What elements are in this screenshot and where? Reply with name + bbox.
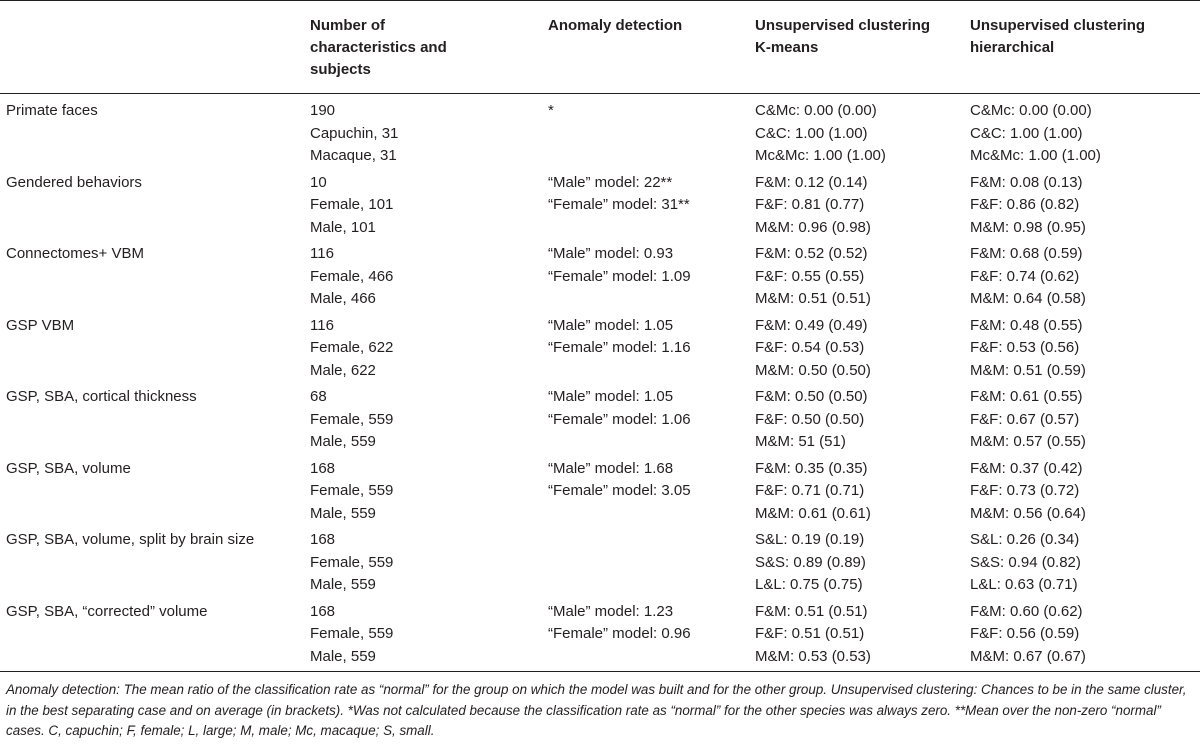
cell-dataset: GSP, SBA, volume, split by brain size bbox=[6, 531, 255, 548]
cell-line: M&M: 0.64 (0.58) bbox=[970, 290, 1086, 307]
cell-dataset: GSP, SBA, “corrected” volume bbox=[6, 602, 208, 620]
cell-line: 116 bbox=[310, 245, 334, 262]
cell-kmeans bbox=[755, 315, 975, 383]
cell-line: S&L: 0.19 (0.19) bbox=[755, 531, 865, 548]
cell-line: “Female” model: 1.06 bbox=[548, 410, 691, 428]
table-row bbox=[0, 100, 1200, 172]
cell-line: Male, 559 bbox=[310, 647, 376, 665]
cell-hierarchical bbox=[970, 458, 1195, 526]
cell-dataset: GSP, SBA, volume bbox=[6, 459, 131, 477]
cell-line: L&L: 0.63 (0.71) bbox=[970, 576, 1078, 593]
cell-line: Female, 559 bbox=[310, 482, 394, 499]
cell-line: C&C: 1.00 (1.00) bbox=[970, 124, 1083, 142]
cell-line: F&F: 0.50 (0.50) bbox=[755, 410, 865, 428]
cell-line: “Male” model: 1.05 bbox=[548, 388, 674, 405]
header-line: Number of bbox=[310, 17, 385, 34]
cell-line: F&F: 0.81 (0.77) bbox=[755, 196, 865, 213]
cell-line: Male, 559 bbox=[310, 504, 376, 522]
table-header-row bbox=[0, 15, 1200, 85]
cell-line: F&M: 0.60 (0.62) bbox=[970, 602, 1083, 620]
cell-line: F&M: 0.52 (0.52) bbox=[755, 245, 868, 262]
header-line: K-means bbox=[755, 39, 819, 56]
cell-line: L&L: 0.75 (0.75) bbox=[755, 576, 863, 593]
cell-line: F&F: 0.54 (0.53) bbox=[755, 339, 865, 356]
cell-line: 168 bbox=[310, 602, 336, 620]
header-line: Unsupervised clustering bbox=[755, 17, 931, 34]
cell-hierarchical bbox=[970, 100, 1195, 168]
cell-anomaly-detection bbox=[548, 243, 748, 288]
header-line: characteristics and bbox=[310, 39, 447, 56]
cell-line: “Male” model: 1.68 bbox=[548, 459, 674, 477]
cell-characteristics bbox=[310, 458, 540, 526]
cell-line: F&M: 0.08 (0.13) bbox=[970, 173, 1083, 191]
cell-line: F&M: 0.49 (0.49) bbox=[755, 316, 868, 334]
header-hierarchical bbox=[970, 15, 1195, 59]
cell-line: M&M: 0.61 (0.61) bbox=[755, 504, 871, 522]
cell-dataset: Gendered behaviors bbox=[6, 173, 142, 191]
cell-characteristics bbox=[310, 529, 540, 597]
cell-line: C&Mc: 0.00 (0.00) bbox=[755, 102, 877, 119]
cell-line: Female, 466 bbox=[310, 267, 394, 285]
cell-line: M&M: 0.50 (0.50) bbox=[755, 361, 871, 379]
cell-line: F&M: 0.61 (0.55) bbox=[970, 388, 1083, 405]
header-kmeans bbox=[755, 15, 975, 59]
header-line: hierarchical bbox=[970, 39, 1055, 56]
cell-line: F&F: 0.55 (0.55) bbox=[755, 267, 865, 285]
header-characteristics bbox=[310, 15, 540, 81]
cell-anomaly-detection bbox=[548, 100, 748, 123]
cell-characteristics bbox=[310, 172, 540, 240]
cell-line: F&F: 0.73 (0.72) bbox=[970, 482, 1080, 499]
cell-line: C&Mc: 0.00 (0.00) bbox=[970, 102, 1092, 119]
cell-line: Female, 559 bbox=[310, 410, 394, 428]
header-line: Unsupervised clustering bbox=[970, 17, 1146, 34]
cell-line: Mc&Mc: 1.00 (1.00) bbox=[755, 147, 886, 164]
cell-line: Capuchin, 31 bbox=[310, 124, 399, 142]
cell-characteristics bbox=[310, 601, 540, 669]
cell-line: M&M: 0.56 (0.64) bbox=[970, 504, 1086, 522]
cell-anomaly-detection bbox=[548, 315, 748, 360]
cell-line: M&M: 0.51 (0.59) bbox=[970, 361, 1086, 379]
table-row bbox=[0, 315, 1200, 387]
cell-line: Macaque, 31 bbox=[310, 147, 397, 164]
cell-line: M&M: 51 (51) bbox=[755, 433, 846, 450]
cell-hierarchical bbox=[970, 601, 1195, 669]
cell-kmeans bbox=[755, 601, 975, 669]
cell-line: “Male” model: 1.23 bbox=[548, 602, 674, 620]
table-row bbox=[0, 458, 1200, 530]
cell-line: 168 bbox=[310, 531, 336, 548]
cell-line: Female, 559 bbox=[310, 625, 394, 642]
cell-kmeans bbox=[755, 529, 975, 597]
cell-line: M&M: 0.98 (0.95) bbox=[970, 218, 1086, 236]
cell-line: 116 bbox=[310, 316, 334, 334]
cell-line: Female, 101 bbox=[310, 196, 394, 213]
cell-hierarchical bbox=[970, 243, 1195, 311]
cell-line: F&F: 0.53 (0.56) bbox=[970, 339, 1080, 356]
cell-line: “Male” model: 22** bbox=[548, 173, 673, 191]
cell-line: F&M: 0.37 (0.42) bbox=[970, 459, 1083, 477]
cell-line: “Female” model: 0.96 bbox=[548, 625, 691, 642]
table-row bbox=[0, 172, 1200, 244]
table-top-rule bbox=[0, 0, 1200, 1]
cell-hierarchical bbox=[970, 386, 1195, 454]
cell-line: 68 bbox=[310, 388, 327, 405]
cell-line: F&F: 0.74 (0.62) bbox=[970, 267, 1080, 285]
cell-line: “Female” model: 1.09 bbox=[548, 267, 691, 285]
cell-line: F&F: 0.67 (0.57) bbox=[970, 410, 1080, 428]
cell-line: Female, 622 bbox=[310, 339, 394, 356]
cell-line: F&M: 0.50 (0.50) bbox=[755, 388, 868, 405]
cell-line: “Female” model: 31** bbox=[548, 196, 690, 213]
cell-line: F&M: 0.51 (0.51) bbox=[755, 602, 868, 620]
cell-line: S&S: 0.94 (0.82) bbox=[970, 553, 1081, 571]
cell-line: Mc&Mc: 1.00 (1.00) bbox=[970, 147, 1101, 164]
table-row bbox=[0, 386, 1200, 458]
cell-line: F&F: 0.51 (0.51) bbox=[755, 625, 865, 642]
cell-hierarchical bbox=[970, 529, 1195, 597]
cell-line: Male, 622 bbox=[310, 361, 376, 379]
cell-line: “Female” model: 3.05 bbox=[548, 482, 691, 499]
cell-line: F&F: 0.56 (0.59) bbox=[970, 625, 1080, 642]
cell-kmeans bbox=[755, 100, 975, 168]
cell-characteristics bbox=[310, 386, 540, 454]
cell-line: M&M: 0.51 (0.51) bbox=[755, 290, 871, 307]
cell-line: “Female” model: 1.16 bbox=[548, 339, 691, 356]
cell-line: F&M: 0.35 (0.35) bbox=[755, 459, 868, 477]
cell-line: F&M: 0.12 (0.14) bbox=[755, 173, 868, 191]
cell-line: 10 bbox=[310, 173, 327, 191]
header-line: subjects bbox=[310, 61, 371, 78]
cell-anomaly-detection bbox=[548, 172, 748, 217]
cell-dataset: GSP VBM bbox=[6, 316, 75, 334]
cell-line: Male, 559 bbox=[310, 576, 376, 593]
cell-line: F&F: 0.71 (0.71) bbox=[755, 482, 865, 499]
cell-line: M&M: 0.67 (0.67) bbox=[970, 647, 1086, 665]
cell-line: 168 bbox=[310, 459, 336, 477]
header-line: Anomaly detection bbox=[548, 17, 683, 34]
cell-characteristics bbox=[310, 315, 540, 383]
cell-line: S&S: 0.89 (0.89) bbox=[755, 553, 866, 571]
cell-line: C&C: 1.00 (1.00) bbox=[755, 124, 868, 142]
cell-line: M&M: 0.57 (0.55) bbox=[970, 433, 1086, 450]
cell-anomaly-detection bbox=[548, 601, 748, 646]
table-row bbox=[0, 243, 1200, 315]
cell-hierarchical bbox=[970, 315, 1195, 383]
cell-characteristics bbox=[310, 100, 540, 168]
table-row bbox=[0, 529, 1200, 601]
cell-characteristics bbox=[310, 243, 540, 311]
cell-dataset: Primate faces bbox=[6, 102, 98, 119]
cell-line: M&M: 0.53 (0.53) bbox=[755, 647, 871, 665]
cell-kmeans bbox=[755, 243, 975, 311]
cell-line: M&M: 0.96 (0.98) bbox=[755, 218, 871, 236]
cell-line: Male, 101 bbox=[310, 218, 376, 236]
table-body bbox=[0, 100, 1200, 672]
cell-line: “Male” model: 0.93 bbox=[548, 245, 674, 262]
cell-line: * bbox=[548, 102, 554, 119]
cell-line: F&M: 0.68 (0.59) bbox=[970, 245, 1083, 262]
cell-line: Female, 559 bbox=[310, 553, 394, 571]
cell-dataset: Connectomes+ VBM bbox=[6, 245, 144, 262]
table-bottom-rule bbox=[0, 671, 1200, 672]
cell-hierarchical bbox=[970, 172, 1195, 240]
cell-line: “Male” model: 1.05 bbox=[548, 316, 674, 334]
cell-anomaly-detection bbox=[548, 458, 748, 503]
cell-line: S&L: 0.26 (0.34) bbox=[970, 531, 1080, 548]
table-row bbox=[0, 601, 1200, 673]
cell-line: F&M: 0.48 (0.55) bbox=[970, 316, 1083, 334]
header-anomaly-detection bbox=[548, 15, 748, 37]
cell-line: F&F: 0.86 (0.82) bbox=[970, 196, 1080, 213]
cell-line: Male, 466 bbox=[310, 290, 376, 307]
cell-kmeans bbox=[755, 458, 975, 526]
header-bottom-rule bbox=[0, 93, 1200, 94]
cell-dataset: GSP, SBA, cortical thickness bbox=[6, 388, 197, 405]
cell-line: Male, 559 bbox=[310, 433, 376, 450]
cell-kmeans bbox=[755, 386, 975, 454]
cell-anomaly-detection bbox=[548, 386, 748, 431]
cell-line: 190 bbox=[310, 102, 336, 119]
cell-kmeans bbox=[755, 172, 975, 240]
table-footnote: Anomaly detection: The mean ratio of the classification rate as “normal” for the group on which the model was built and for the other group. Unsupervised clustering: Chances to be in the same cluster, in the best separating case and on average (in brackets). *Was not calculated because the classification rate as “normal” for the other species was always zero. **Mean over the non-zero “normal” cases. C, capuchin; F, female; L, large; M, male; Mc, macaque; S, small. bbox=[6, 682, 1187, 738]
